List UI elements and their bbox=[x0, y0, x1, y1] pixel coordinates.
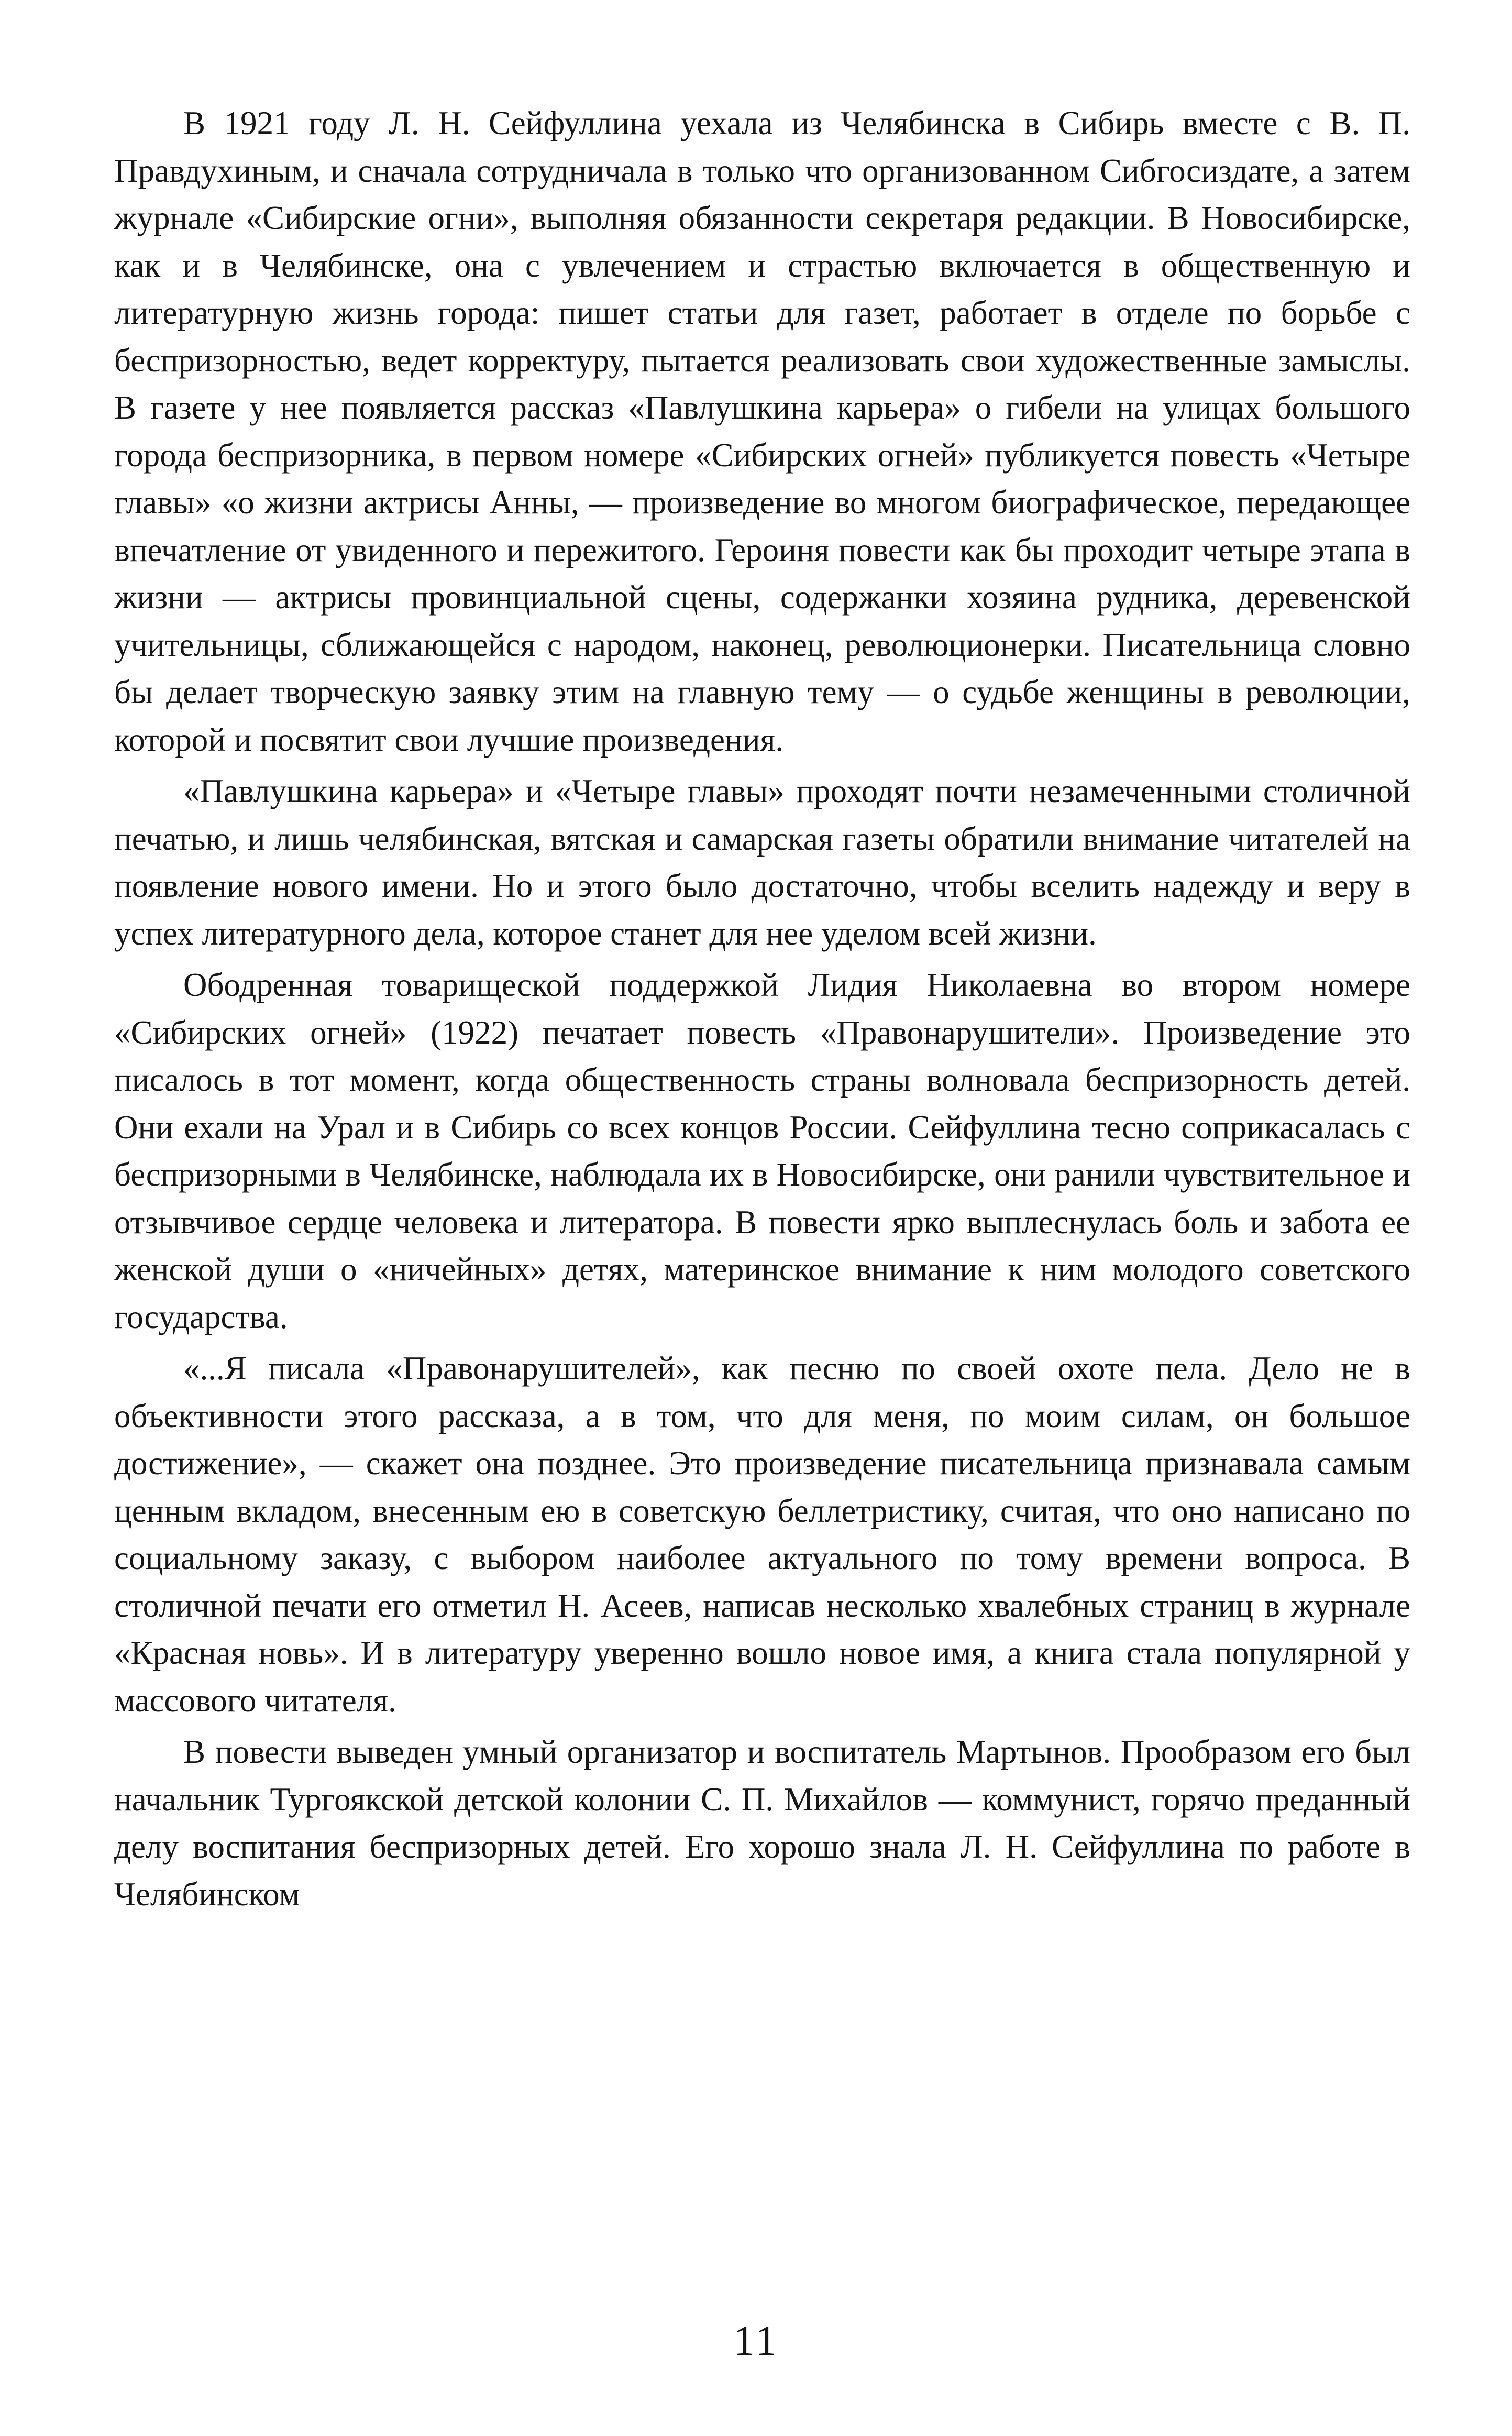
page-text-block bbox=[114, 100, 1410, 1918]
paragraph-4: «...Я писала «Правонарушителей», как песню по своей охоте пела. Дело не в объективности этого рассказа, а в том, что для меня, по моим силам, он большое достижение», — скажет она позднее. Это произведение писательница признавала самым ценным вкладом, внесенным ею в советскую беллетристику, считая, что оно написано по социальному заказу, с выбором наиболее актуального по тому времени вопроса. В столичной печати его отметил Н. Асеев, написав несколько хвалебных страниц в журнале «Красная новь». И в литературу уверенно вошло новое имя, а книга стала популярной у массового читателя. bbox=[114, 1350, 1410, 1719]
paragraph-1: В 1921 году Л. Н. Сейфуллина уехала из Челябинска в Сибирь вместе с В. П. Правдухиным, и сначала сотрудничала в только что организованном Сибгосиздате, а затем журнале «Сибирские огни», выполняя обязанности секретаря редакции. В Новосибирске, как и в Челябинске, она с увлечением и страстью включается в общественную и литературную жизнь города: пишет статьи для газет, работает в отделе по борьбе с беспризорностью, ведет корректуру, пытается реализовать свои художественные замыслы. В газете у нее появляется рассказ «Павлушкина карьера» о гибели на улицах большого города беспризорника, в первом номере «Сибирских огней» публикуется повесть «Четыре главы» «о жизни актрисы Анны, — произведение во многом биографическое, передающее впечатление от увиденного и пережитого. Героиня повести как бы проходит четыре этапа в жизни — актрисы провинциальной сцены, содержанки хозяина рудника, деревенской учительницы, сближающейся с народом, наконец, революционерки. Писательница словно бы делает творческую заявку этим на главную тему — о судьбе женщины в революции, которой и посвятит свои лучшие произведения. bbox=[114, 105, 1410, 758]
paragraph-5: В повести выведен умный организатор и воспитатель Мартынов. Прообразом его был начальник Тургоякской детской колонии С. П. Михайлов — коммунист, горячо преданный делу воспитания беспризорных детей. Его хорошо знала Л. Н. Сейфуллина по работе в Челябинском bbox=[114, 1733, 1410, 1913]
paragraph-3: Ободренная товарищеской поддержкой Лидия Николаевна во втором номере «Сибирских огней» (1922) печатает повесть «Правонарушители». Произведение это писалось в тот момент, когда общественность страны волновала беспризорность детей. Они ехали на Урал и в Сибирь со всех концов России. Сейфуллина тесно соприкасалась с беспризорными в Челябинске, наблюдала их в Новосибирске, они ранили чувствительное и отзывчивое сердце человека и литератора. В повести ярко выплеснулась боль и забота ее женской души о «ничейных» детях, материнское внимание к ним молодого советского государства. bbox=[114, 967, 1410, 1335]
paragraph-2: «Павлушкина карьера» и «Четыре главы» проходят почти незамеченными столичной печатью, и лишь челябинская, вятская и самарская газеты обратили внимание читателей на появление нового имени. Но и этого было достаточно, чтобы вселить надежду и веру в успех литературного дела, которое станет для нее уделом всей жизни. bbox=[114, 773, 1410, 952]
page-number: 11 bbox=[733, 2317, 779, 2364]
